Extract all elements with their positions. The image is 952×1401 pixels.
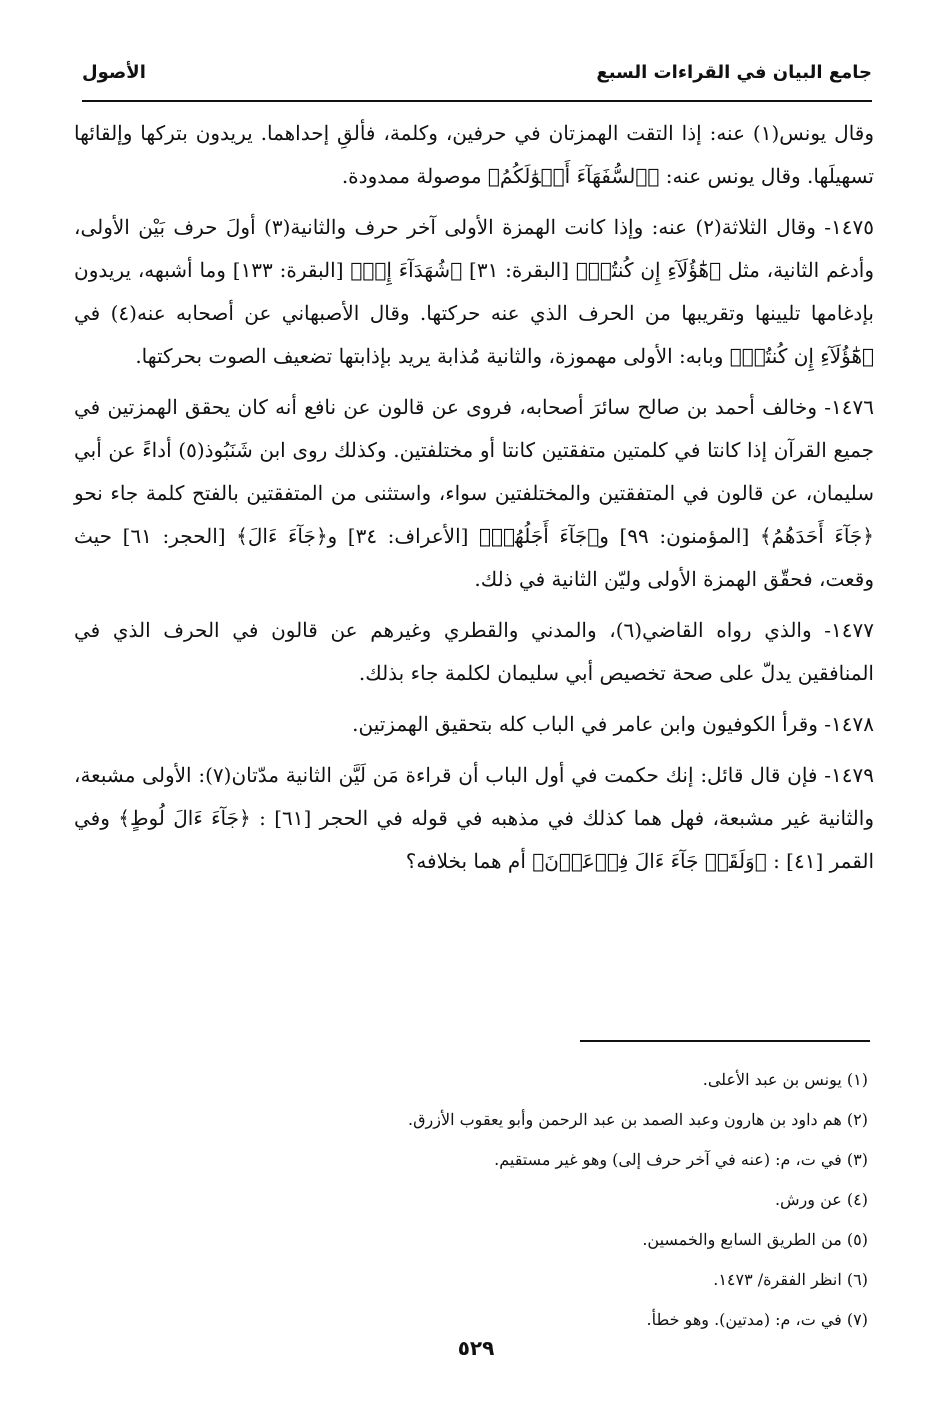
footnote-2: (٢) هم داود بن هارون وعبد الصمد بن عبد الرحمن وأبو يعقوب الأزرق. (408, 1110, 868, 1129)
footnote-separator (580, 1040, 870, 1042)
paragraph-1: وقال يونس(١) عنه: إذا التقت الهمزتان في حرفين، وكلمة، فألقِ إحداهما. يريدون بتركها وإلقائها تسهيلَها. وقال يونس عنه: ﴿ٱلسُّفَهَآءَ أَمۡوَٰلَكُمُ﴾ موصولة ممدودة. (74, 121, 875, 188)
header-rule (82, 100, 872, 102)
paragraph-1476: ١٤٧٦- وخالف أحمد بن صالح سائرَ أصحابه، فروى عن قالون عن نافع أنه كان يحقق الهمزتين في جميع القرآن إذا كانتا في كلمتين متفقتين كانتا أو مختلفتين. وكذلك روى ابن شَنَبُوذ(٥) أداءً عن أبي سليمان، عن قالون في المتفقتين والمختلفتين سواء، واستثنى من المتفقتين بالفتح كلمة جاء نحو ﴿جَآءَ أَحَدَهُمُ﴾ [المؤمنون: ٩٩] و﴿جَآءَ أَجَلُهُمۡ﴾ [الأعراف: ٣٤] و﴿جَآءَ ءَالَ﴾ [الحجر: ٦١] حيث وقعت، فحقّق الهمزة الأولى وليّن الثانية في ذلك. (74, 395, 875, 591)
paragraph-1478: ١٤٧٨- وقرأ الكوفيون وابن عامر في الباب كله بتحقيق الهمزتين. (352, 712, 874, 736)
paragraph-1479: ١٤٧٩- فإن قال قائل: إنك حكمت في أول الباب أن قراءة مَن لَيَّن الثانية مدّتان(٧): الأولى مشبعة، والثانية غير مشبعة، فهل هما كذلك في مذهبه في قوله في الحجر [٦١] : ﴿جَآءَ ءَالَ لُوطٍ﴾ وفي القمر [٤١] : ﴿وَلَقَدۡ جَآءَ ءَالَ فِرۡعَوۡنَ﴾ أم هما بخلافه؟ (74, 763, 874, 873)
page-number: ٥٢٩ (457, 1336, 495, 1360)
running-header (82, 60, 872, 94)
footnote-5: (٥) من الطريق السابع والخمسين. (642, 1230, 868, 1249)
book-title: جامع البيان في القراءات السبع (596, 62, 872, 83)
section-title: الأصول (82, 62, 146, 83)
footnotes (168, 1060, 868, 1340)
paragraph-1477: ١٤٧٧- والذي رواه القاضي(٦)، والمدني والقطري وغيرهم عن قالون في الحرف الذي في المنافقين يدلّ على صحة تخصيص أبي سليمان لكلمة جاء بذلك. (74, 618, 874, 685)
footnote-6: (٦) انظر الفقرة/ ١٤٧٣. (713, 1270, 868, 1289)
footnote-7: (٧) في ت، م: (مدتين). وهو خطأ. (646, 1310, 868, 1329)
footnote-1: (١) يونس بن عبد الأعلى. (702, 1070, 868, 1089)
footnote-3: (٣) في ت، م: (عنه في آخر حرف إلى) وهو غير مستقيم. (494, 1150, 868, 1169)
paragraph-1475: ١٤٧٥- وقال الثلاثة(٢) عنه: وإذا كانت الهمزة الأولى آخر حرف والثانية(٣) أولَ حرف بَيْن الأولى، وأدغم الثانية، مثل ﴿هَٰٓؤُلَآءِ إِن كُنتُمۡ﴾ [البقرة: ٣١] ﴿شُهَدَآءَ إِذۡ﴾ [البقرة: ١٣٣] وما أشبهه، يريدون بإدغامها تليينها وتقريبها من الحرف الذي عنه حركتها. وقال الأصبهاني عن أصحابه عنه(٤) في ﴿هَٰٓؤُلَآءِ إِن كُنتُمۡ﴾ وبابه: الأولى مهموزة، والثانية مُذابة يريد بإذابتها تضعيف الصوت بحركتها. (74, 215, 875, 368)
body-text (74, 112, 874, 891)
footnote-4: (٤) عن ورش. (774, 1190, 868, 1209)
